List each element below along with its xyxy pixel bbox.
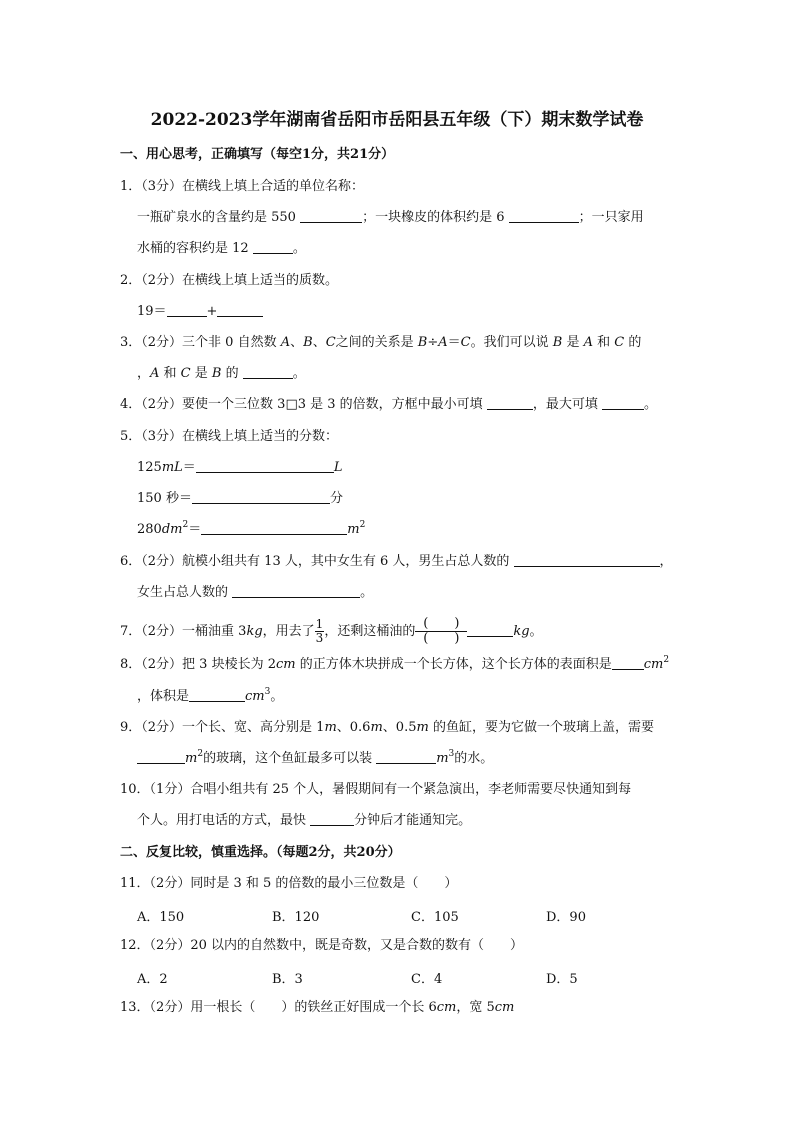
question-3-line-2: ，A 和 C 是 B 的 。 [137,366,306,381]
question-11-option-d[interactable]: D．90 [546,910,586,925]
question-12-stem: 12．（2分）20 以内的自然数中，既是奇数，又是合数的数有（ ） [120,938,523,953]
answer-blank[interactable] [310,812,354,826]
question-1-line-1: 一瓶矿泉水的含量约是 550 ；一块橡皮的体积约是 6 ；一只家用 [137,210,644,225]
answer-blank[interactable] [201,521,347,535]
question-5-row-3: $280dm^2= m^2$ [137,520,366,537]
question-8-line-2: ，体积是 $cm^3$。 [137,687,284,704]
answer-blank[interactable] [137,750,185,764]
answer-blank[interactable] [243,365,293,379]
question-8-line-1: 8．（2分）把 3 块棱长为 2cm 的正方体木块拼成一个长方体，这个长方体的表面积是 $cm^2$ [120,655,670,672]
fraction-one-third: $\frac{1}{3}$ [315,617,324,645]
answer-blank[interactable] [232,584,360,598]
question-12-option-d[interactable]: D．5 [546,972,578,987]
question-12-option-a[interactable]: A．2 [137,972,168,987]
answer-blank[interactable] [196,459,334,473]
question-4-line-1: 4．（2分）要使一个三位数 3□3 是 3 的倍数，方框中最小可填 ，最大可填 。 [120,397,657,412]
answer-blank[interactable] [376,750,436,764]
question-2-stem: 2．（2分）在横线上填上适当的质数。 [120,273,339,288]
question-11-option-c[interactable]: C．105 [411,910,459,925]
question-10-line-2: 个人。用打电话的方式，最快 分钟后才能通知完。 [137,813,472,828]
question-5-stem: 5．（3分）在横线上填上适当的分数： [120,429,339,444]
answer-blank[interactable] [253,240,293,254]
question-5-row-2: 150 秒＝ 分 [137,491,343,506]
question-2-line-1: 19＝ + [137,303,263,321]
question-6-line-1: 6．（2分）航模小组共有 13 人，其中女生有 6 人，男生占总人数的 ， [120,554,673,569]
question-10-line-1: 10．（1分）合唱小组共有 25 个人，暑假期间有一个紧急演出，李老师需要尽快通知到每 [120,782,632,797]
section-heading-multiple-choice: 二、反复比较，慎重选择。（每题2分，共20分） [120,845,401,860]
question-1-stem: 1．（3分）在横线上填上合适的单位名称： [120,179,365,194]
question-11-option-a[interactable]: A．150 [137,910,185,925]
answer-blank[interactable] [300,209,362,223]
question-9-line-1: 9．（2分）一个长、宽、高分别是 1m、0.6m、0.5m 的鱼缸，要为它做一个玻璃上盖，需要 [120,720,654,735]
answer-blank[interactable] [602,396,644,410]
answer-blank[interactable] [217,303,263,317]
question-5-row-1: 125mL＝ L [137,460,343,475]
question-11-option-b[interactable]: B．120 [272,910,320,925]
question-1-line-2: 水桶的容积约是 12 。 [137,241,306,256]
answer-blank[interactable] [612,656,644,670]
answer-blank[interactable] [514,553,660,567]
answer-blank[interactable] [167,303,207,317]
question-12-option-b[interactable]: B．3 [272,972,303,987]
answer-blank[interactable] [192,490,330,504]
question-11-stem: 11．（2分）同时是 3 和 5 的倍数的最小三位数是（ ） [120,876,458,891]
answer-blank[interactable] [487,396,533,410]
question-6-line-2: 女生占总人数的 。 [137,585,374,600]
question-7-line-1: 7．（2分）一桶油重 3kg，用去了 $\frac{1}{3}$ ，还剩这桶油的 $\frac{( )}{( )}$ kg。 [120,616,543,646]
fraction-answer-blank[interactable]: $\frac{( )}{( )}$ [415,617,467,646]
answer-blank[interactable] [509,209,579,223]
section-heading-fill-in: 一、用心思考，正确填写（每空1分，共21分） [120,147,395,162]
page-title: 2022-2023学年湖南省岳阳市岳阳县五年级（下）期末数学试卷 [150,110,644,130]
question-12-option-c[interactable]: C．4 [411,972,443,987]
answer-blank[interactable] [467,623,513,637]
answer-blank[interactable] [189,688,245,702]
question-13-stem: 13．（2分）用一根长（ ）的铁丝正好围成一个长 6cm，宽 5cm [120,1000,515,1015]
question-9-line-2: $m^2$的玻璃，这个鱼缸最多可以装 $m^3$的水。 [137,750,493,768]
question-3-line-1: 3．（2分）三个非 0 自然数 A、B、C之间的关系是 B÷A＝C。我们可以说 B 是 A 和 C 的 [120,335,642,350]
